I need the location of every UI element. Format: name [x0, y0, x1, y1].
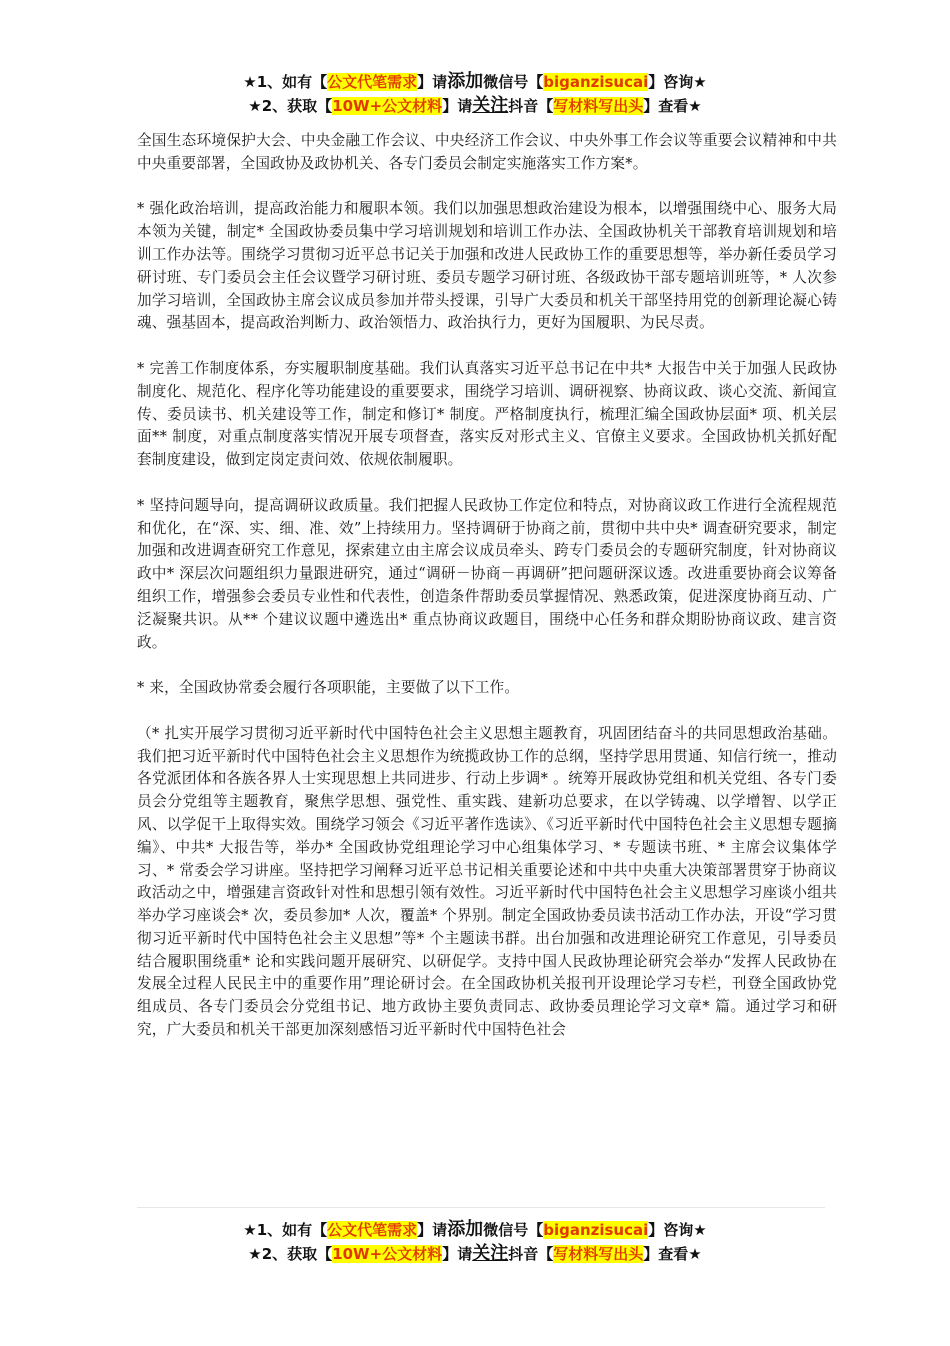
banner-emphasis: 关注 — [472, 95, 509, 116]
banner-line-1 — [0, 1218, 950, 1242]
highlight-materials: 10W+公文材料 — [332, 1245, 443, 1263]
banner-text: 】查看★ — [643, 1245, 702, 1263]
highlight-douyin-account: 写材料写出头 — [553, 97, 644, 115]
banner-text: 】请 — [417, 73, 448, 91]
banner-text: 】查看★ — [643, 97, 702, 115]
banner-text: 】请 — [417, 1221, 448, 1239]
banner-text: ★2、获取【 — [248, 97, 333, 115]
paragraph: * 来，全国政协常委会履行各项职能，主要做了以下工作。 — [137, 679, 520, 697]
highlight-service: 公文代笔需求 — [327, 1221, 418, 1239]
banner-text: 】咨询★ — [648, 73, 707, 91]
paragraph: * 强化政治培训，提高政治能力和履职本领。我们以加强思想政治建设为根本，以增强围绕中心、服务大局本领为关键，制定* 全国政协委员集中学习培训规划和培训工作办法、全国政协机关干部教育培训规划和培训工作办法等。围绕学习贯彻习近平总书记关于加强和改进人民政协工作的重要思想等，举办新任委员学习研讨班、专门委员会主任会议暨学习研讨班、委员专题学习研讨班、各级政协干部专题培训班等，* 人次参加学习培训，全国政协主席会议成员参加并带头授课，引导广大委员和机关干部坚持用党的创新理论凝心铸魂、强基固本，提高政治判断力、政治领悟力、政治执行力，更好为国履职、为民尽责。 — [137, 200, 837, 332]
banner-text: 微信号【 — [483, 73, 544, 91]
highlight-wechat-id: biganzisucai — [543, 73, 649, 91]
banner-text: ★1、如有【 — [243, 73, 328, 91]
paragraph: （* 扎实开展学习贯彻习近平新时代中国特色社会主义思想主题教育，巩固团结奋斗的共同思想政治基础。我们把习近平新时代中国特色社会主义思想作为统揽政协工作的总纲，坚持学思用贯通、知信行统一，推动各党派团体和各族各界人士实现思想上共同进步、行动上步调* 。统筹开展政协党组和机关党组、各专门委员会分党组等主题教育，聚焦学思想、强党性、重实践、建新功总要求，在以学铸魂、以学增智、以学正风、以学促干上取得实效。围绕学习领会《习近平著作选读》、《习近平新时代中国特色社会主义思想专题摘编》、中共* 大报告等，举办* 全国政协党组理论学习中心组集体学习、* 专题读书班、* 主席会议集体学习、* 常委会学习讲座。坚持把学习阐释习近平总书记相关重要论述和中共中央重大决策部署贯穿于协商议政活动之中，增强建言资政针对性和思想引领有效性。习近平新时代中国特色社会主义思想学习座谈小组共举办学习座谈会* 次，委员参加* 人次，覆盖* 个界别。制定全国政协委员读书活动工作办法，开设“学习贯彻习近平新时代中国特色社会主义思想”等* 个主题读书群。出台加强和改进理论研究工作意见，引导委员结合履职围绕重* 论和实践问题开展研究、以研促学。支持中国人民政协理论研究会举办“发挥人民政协在发展全过程人民民主中的重要作用”理论研讨会。在全国政协机关报刊开设理论学习专栏，刊登全国政协党组成员、各专门委员会分党组书记、地方政协主要负责同志、政协委员理论学习文章* 篇。通过学习和研究，广大委员和机关干部更加深刻感悟习近平新时代中国特色社会 — [137, 724, 837, 1039]
highlight-materials: 10W+公文材料 — [332, 97, 443, 115]
banner-line-1 — [0, 70, 950, 94]
highlight-service: 公文代笔需求 — [327, 73, 418, 91]
banner-text: ★2、获取【 — [248, 1245, 333, 1263]
banner-text: 】请 — [442, 1245, 473, 1263]
paragraph: * 完善工作制度体系，夯实履职制度基础。我们认真落实习近平总书记在中共* 大报告中关于加强人民政协制度化、规范化、程序化等功能建设的重要要求，围绕学习培训、调研视察、协商议政、谈心交流、新闻宣传、委员读书、机关建设等工作，制定和修订* 制度。严格制度执行，梳理汇编全国政协层面* 项、机关层面** 制度，对重点制度落实情况开展专项督查，落实反对形式主义、官僚主义要求。全国政协机关抓好配套制度建设，做到定岗定责问效、依规依制履职。 — [137, 359, 837, 469]
banner-text: 】咨询★ — [648, 1221, 707, 1239]
highlight-wechat-id: biganzisucai — [543, 1221, 649, 1239]
paragraph: * 坚持问题导向，提高调研议政质量。我们把握人民政协工作定位和特点，对协商议政工作进行全流程规范和优化，在“深、实、细、准、效”上持续用力。坚持调研于协商之前，贯彻中共中央* 调查研究要求，制定加强和改进调查研究工作意见，探索建立由主席会议成员牵头、跨专门委员会的专题研究制度，针对协商议政中* 深层次问题组织力量跟进研究，通过“调研－协商－再调研”把问题研深议透。改进重要协商会议筹备组织工作，增强参会委员专业性和代表性，创造条件帮助委员掌握情况、熟悉政策，促进深度协商互动、广泛凝聚共识。从** 个建议议题中遴选出* 重点协商议政题目，围绕中心任务和群众期盼协商议政、建言资政。 — [137, 496, 837, 651]
banner-text: 微信号【 — [483, 1221, 544, 1239]
banner-emphasis: 添加 — [447, 1219, 484, 1240]
highlight-douyin-account: 写材料写出头 — [553, 1245, 644, 1263]
header-banner — [0, 70, 950, 118]
banner-text: ★1、如有【 — [243, 1221, 328, 1239]
paragraph: 全国生态环境保护大会、中央金融工作会议、中央经济工作会议、中央外事工作会议等重要会议精神和中共中央重要部署，全国政协及政协机关、各专门委员会制定实施落实工作方案*。 — [137, 132, 837, 172]
banner-emphasis: 添加 — [447, 71, 484, 92]
banner-text: 抖音【 — [508, 97, 554, 115]
document-body — [137, 130, 837, 1065]
banner-line-2 — [0, 1242, 950, 1266]
banner-text: 抖音【 — [508, 1245, 554, 1263]
footer-divider — [137, 1207, 825, 1208]
footer-banner — [0, 1218, 950, 1266]
banner-line-2 — [0, 94, 950, 118]
banner-emphasis: 关注 — [472, 1243, 509, 1264]
banner-text: 】请 — [442, 97, 473, 115]
